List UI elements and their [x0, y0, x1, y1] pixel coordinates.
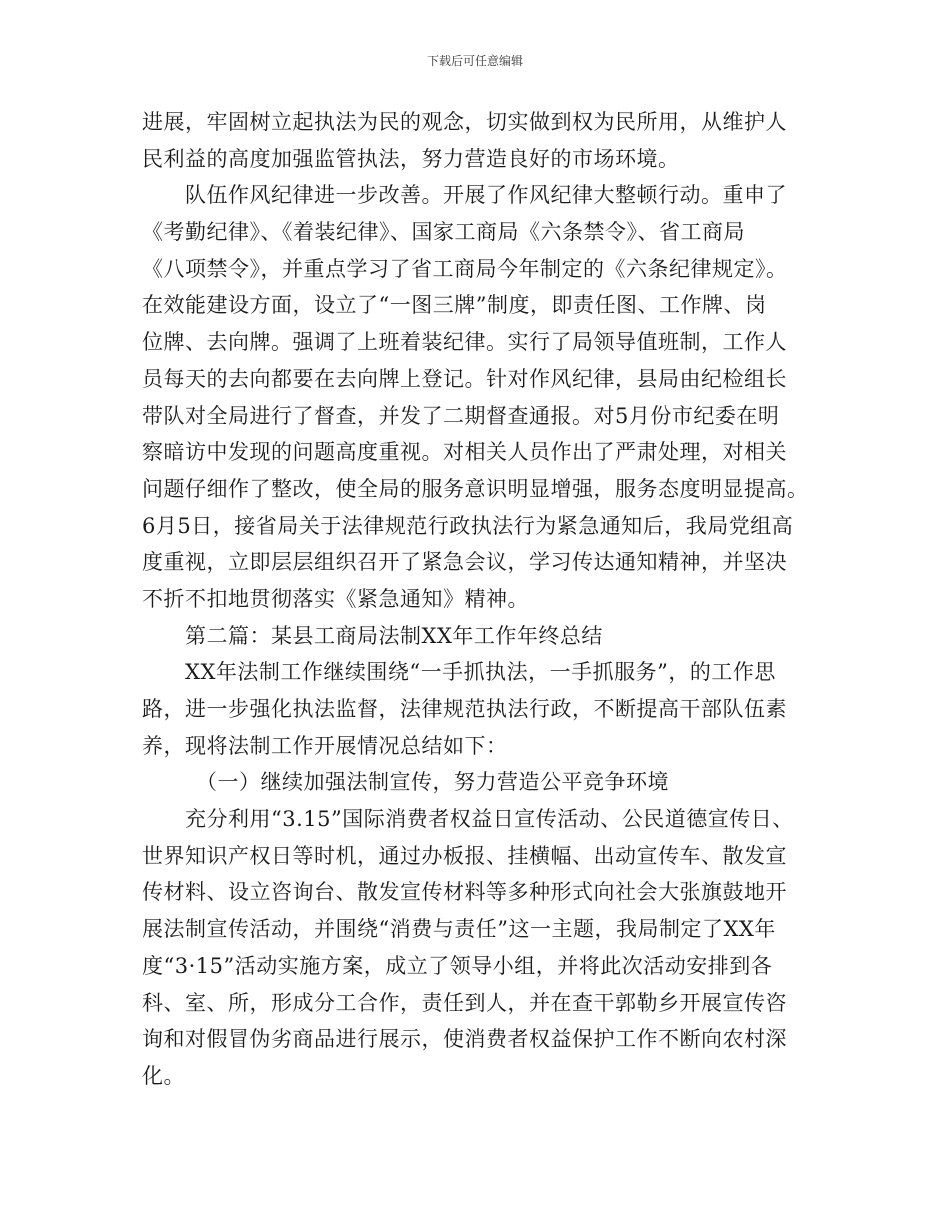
document-body [142, 104, 810, 1095]
paragraph-2 [142, 177, 810, 617]
text-line: 科、室、所，形成分工合作，责任到人，并在查干郭勒乡开展宣传咨 [142, 990, 787, 1015]
text-line: 展法制宣传活动，并围绕“消费与责任”这一主题，我局制定了XX年 [142, 917, 776, 942]
subsection-heading [142, 764, 810, 801]
text-line: 队伍作风纪律进一步改善。开展了作风纪律大整顿行动。重申了 [142, 183, 787, 208]
text-line: （一）继续加强法制宣传，努力营造公平竞争环境 [142, 770, 669, 795]
text-line: 民利益的高度加强监管执法，努力营造良好的市场环境。 [142, 146, 680, 171]
text-line: 询和对假冒伪劣商品进行展示，使消费者权益保护工作不断向农村深 [142, 1027, 787, 1052]
text-line: 第二篇：某县工商局法制XX年工作年终总结 [142, 623, 603, 648]
text-line: 度重视，立即层层组织召开了紧急会议，学习传达通知精神，并坚决 [142, 550, 787, 575]
text-line: 在效能建设方面，设立了“一图三牌”制度，即责任图、工作牌、岗 [142, 293, 767, 318]
text-line: 进展，牢固树立起执法为民的观念，切实做到权为民所用，从维护人 [142, 110, 787, 134]
text-line: 化。 [142, 1063, 185, 1088]
text-line: 世界知识产权日等时机，通过办板报、挂横幅、出动宣传车、散发宣 [142, 843, 787, 868]
text-line: 带队对全局进行了督查，并发了二期督查通报。对5月份市纪委在明 [142, 403, 780, 428]
text-line: 传材料、设立咨询台、散发宣传材料等多种形式向社会大张旗鼓地开 [142, 880, 787, 905]
text-line: 不折不扣地贯彻落实《紧急通知》精神。 [142, 586, 529, 611]
text-line: 养，现将法制工作开展情况总结如下： [142, 733, 508, 758]
section-title [142, 618, 810, 655]
text-line: 《考勤纪律》、《着装纪律》、国家工商局《六条禁令》、省工商局 [142, 220, 745, 245]
paragraph-4 [142, 801, 810, 1095]
text-line: 员每天的去向都要在去向牌上登记。针对作风纪律，县局由纪检组长 [142, 366, 787, 391]
text-line: 充分利用“3.15”国际消费者权益日宣传活动、公民道德宣传日、 [142, 807, 794, 832]
text-line: 问题仔细作了整改，使全局的服务意识明显增强，服务态度明显提高。 [142, 476, 809, 501]
text-line: 6月5日，接省局关于法律规范行政执法行为紧急通知后，我局党组高 [142, 513, 794, 538]
text-line: 路，进一步强化执法监督，法律规范执法行政，不断提高干部队伍素 [142, 697, 787, 721]
text-line: 位牌、去向牌。强调了上班着装纪律。实行了局领导值班制，工作人 [142, 330, 787, 355]
text-line: 《八项禁令》，并重点学习了省工商局今年制定的《六条纪律规定》。 [142, 256, 788, 281]
text-line: 察暗访中发现的问题高度重视。对相关人员作出了严肃处理，对相关 [142, 440, 787, 465]
text-line: XX年法制工作继续围绕“一手抓执法，一手抓服务”，的工作思 [142, 660, 776, 685]
paragraph-1 [142, 104, 810, 177]
paragraph-3 [142, 654, 810, 764]
page-header: 下载后可任意编辑 [426, 54, 523, 68]
text-line: 度“3·15”活动实施方案，成立了领导小组，并将此次活动安排到各 [142, 953, 773, 978]
